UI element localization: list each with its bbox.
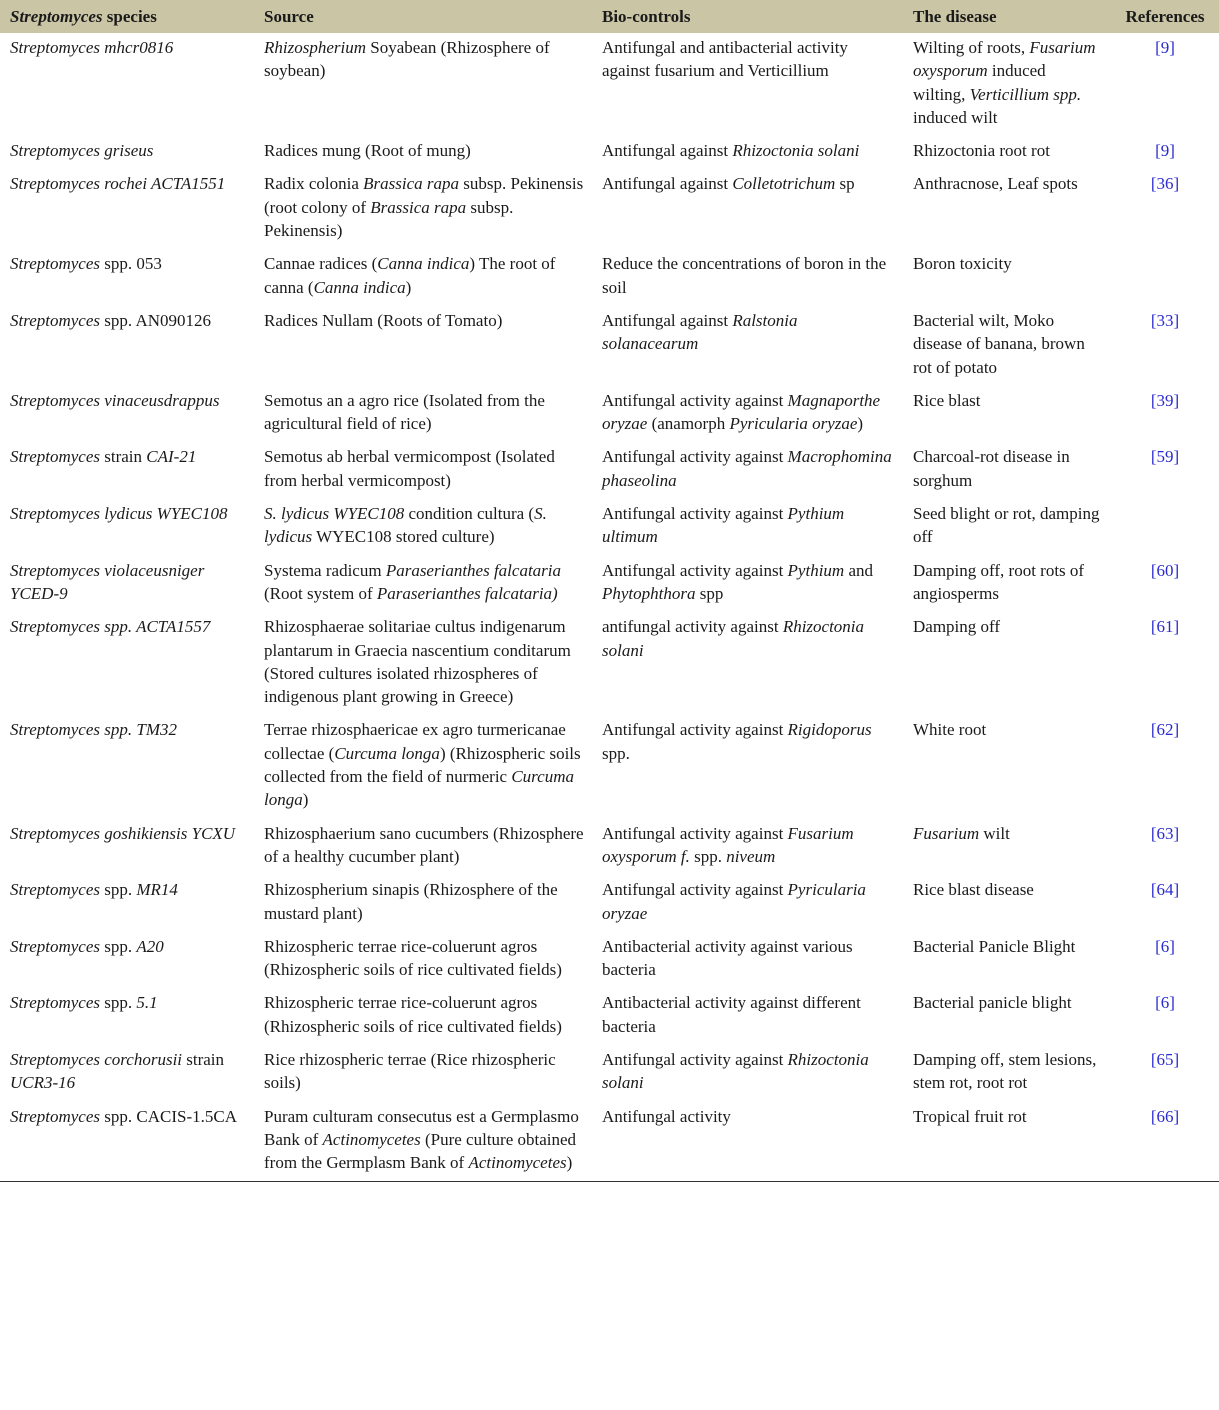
cell-reference [1107,249,1219,306]
cell-disease [903,169,1107,249]
cell-species [0,249,254,306]
italic-text: Ralstonia solanacearum [602,310,798,354]
reference-link[interactable]: [9] [1155,141,1175,161]
cell-reference [1107,875,1219,932]
reference-link[interactable]: [65] [1150,1049,1180,1069]
cell-species [0,875,254,932]
cell-source [254,932,592,989]
italic-text: S. lydicus [264,504,547,547]
text: Soyabean (Rhizosphere of soybean) [264,38,550,81]
cell-reference [1107,1045,1219,1102]
cell-disease [903,988,1107,1045]
text: Antifungal and antibacterial activity against fusarium and Verticillium [602,38,848,81]
text: Rhizosphaerium sano cucumbers (Rhizosphere of a healthy cucumber plant) [264,823,584,866]
cell-reference [1107,169,1219,249]
italic-text: Streptomyces [10,254,101,274]
italic-text: Pyricularia oryzae [729,414,858,434]
text: Radices Nullam (Roots of Tomato) [264,310,503,330]
text: Rhizospheric terrae rice-coluerunt agros (Rhizospheric soils of rice cultivated fields) [264,936,562,980]
text: ) [405,277,412,297]
cell-source [254,249,592,306]
table-row [0,306,1219,386]
italic-text: MR14 [136,880,178,900]
reference-link[interactable]: [36] [1150,174,1180,194]
cell-disease [903,715,1107,818]
italic-text: Streptomyces spp. TM32 [10,720,177,740]
cell-species [0,819,254,876]
cell-source [254,988,592,1045]
italic-text: Fusarium [913,823,980,843]
text: spp [695,583,724,603]
italic-text: Phytophthora [602,583,696,603]
italic-text: Rhizoctonia solani [602,617,865,660]
text: Cannae radices ( [264,254,378,274]
table-row [0,169,1219,249]
cell-disease [903,386,1107,443]
cell-biocontrol [592,932,903,989]
text: Rice blast [913,390,981,410]
text: Rhizoctonia root rot [913,141,1050,161]
cell-biocontrol [592,715,903,818]
reference-link[interactable]: [64] [1150,880,1180,900]
italic-text: CAI-21 [146,447,197,467]
italic-text: Streptomyces lydicus WYEC108 [10,504,228,524]
text: Damping off [913,617,1001,637]
text: White root [913,720,987,740]
text: Anthracnose, Leaf spots [913,174,1078,194]
italic-text: Streptomyces [10,936,101,956]
header-references: References [1107,0,1219,33]
text: spp. [602,743,630,763]
reference-link[interactable]: [61] [1150,617,1180,637]
cell-species [0,556,254,613]
text: spp. AN090126 [100,310,211,330]
text: Bacterial Panicle Blight [913,936,1076,956]
reference-link[interactable]: [59] [1150,447,1180,467]
text: Antifungal activity against [602,1049,788,1069]
text: wilt [979,823,1010,843]
italic-text: Streptomyces [10,310,101,330]
cell-reference [1107,442,1219,499]
table-row [0,875,1219,932]
cell-disease [903,819,1107,876]
cell-disease [903,1102,1107,1182]
cell-biocontrol [592,1045,903,1102]
italic-text: Paraserianthes falcataria) [376,583,558,603]
cell-disease [903,442,1107,499]
cell-biocontrol [592,306,903,386]
italic-text: 5.1 [136,993,158,1013]
cell-reference [1107,499,1219,556]
table-body [0,33,1219,1182]
table-row [0,556,1219,613]
cell-disease [903,556,1107,613]
cell-species [0,612,254,715]
cell-species [0,306,254,386]
text: Boron toxicity [913,254,1012,274]
text: Antifungal activity against [602,390,788,410]
text: Charcoal-rot disease in sorghum [913,447,1070,490]
cell-disease [903,249,1107,306]
italic-text: Rigidoporus [787,720,872,740]
cell-species [0,988,254,1045]
table-row [0,1102,1219,1182]
text: Antifungal against [602,310,733,330]
italic-text: Brassica rapa [370,197,467,217]
italic-text: Brassica rapa [363,174,460,194]
italic-text: Streptomyces corchorusii [10,1049,183,1069]
table-row [0,612,1219,715]
text: Damping off, stem lesions, stem rot, root rot [913,1049,1097,1093]
italic-text: Curcuma longa [334,743,440,763]
italic-text: Fusarium oxysporum [913,38,1096,81]
text: Semotus ab herbal vermicompost (Isolated from herbal vermicompost) [264,447,555,490]
cell-reference [1107,988,1219,1045]
cell-disease [903,1045,1107,1102]
cell-species [0,442,254,499]
italic-text: Streptomyces spp. ACTA1557 [10,617,211,637]
italic-text: Pythium [787,560,845,580]
cell-species [0,33,254,136]
italic-text: Streptomyces [10,1106,101,1126]
text: spp. 053 [100,254,162,274]
text: (Root system of [264,583,377,603]
cell-source [254,386,592,443]
reference-link[interactable]: [66] [1150,1106,1180,1126]
cell-biocontrol [592,33,903,136]
header-row [0,0,1219,33]
cell-source [254,136,592,169]
italic-text: Streptomyces griseus [10,141,154,161]
cell-biocontrol [592,819,903,876]
italic-text: Colletotrichum [732,174,836,194]
header-species: Streptomyces species [0,0,254,33]
text: Antifungal activity against [602,880,788,900]
cell-species [0,1045,254,1102]
table-row [0,249,1219,306]
text: Antifungal activity against [602,560,788,580]
text: Radices mung (Root of mung) [264,141,471,161]
cell-reference [1107,136,1219,169]
italic-text: Curcuma longa [264,767,574,810]
table-row [0,33,1219,136]
cell-source [254,499,592,556]
italic-text: Streptomyces violaceusniger YCED-9 [10,560,205,603]
cell-biocontrol [592,169,903,249]
italic-text: Pythium ultimum [602,504,845,547]
italic-text: Actinomycetes [468,1153,567,1173]
cell-species [0,169,254,249]
table-row [0,136,1219,169]
table-header [0,0,1219,33]
table-row [0,386,1219,443]
cell-disease [903,932,1107,989]
italic-text: Streptomyces goshikiensis YCXU [10,823,236,843]
text: induced wilting, [913,61,1046,104]
italic-text: Actinomycetes [322,1129,421,1149]
table-row [0,988,1219,1045]
cell-species [0,932,254,989]
text: ) [566,1153,573,1173]
text: Bacterial panicle blight [913,993,1072,1013]
italic-text: Streptomyces [10,993,101,1013]
italic-text: Canna indica [377,254,470,274]
text: Rhizospheric terrae rice-coluerunt agros (Rhizospheric soils of rice cultivated fields) [264,993,562,1036]
text: Puram culturam consecutus est a Germplasmo Bank of [264,1106,579,1149]
header-disease: The disease [903,0,1107,33]
cell-reference [1107,612,1219,715]
italic-text: Macrophomina phaseolina [602,447,892,490]
text: antifungal activity against [602,617,783,637]
cell-biocontrol [592,386,903,443]
text: Antibacterial activity against different bacteria [602,993,861,1036]
cell-biocontrol [592,556,903,613]
italic-text: Pyricularia oryzae [602,880,866,923]
text: spp. [100,993,137,1013]
cell-species [0,499,254,556]
table-row [0,819,1219,876]
cell-biocontrol [592,988,903,1045]
text: ) [857,414,864,434]
cell-disease [903,136,1107,169]
table-row [0,932,1219,989]
text: Radix colonia [264,174,364,194]
cell-biocontrol [592,499,903,556]
reference-link[interactable]: [62] [1150,720,1180,740]
cell-source [254,819,592,876]
cell-reference [1107,556,1219,613]
text: Antifungal against [602,174,733,194]
text: Reduce the concentrations of boron in the soil [602,254,887,297]
cell-disease [903,33,1107,136]
text: and [844,560,873,580]
text: Rhizospherium sinapis (Rhizosphere of the mustard plant) [264,880,558,923]
italic-text: Paraserianthes falcataria [385,560,562,580]
italic-text: A20 [136,936,164,956]
reference-link[interactable]: [60] [1150,560,1180,580]
cell-species [0,715,254,818]
cell-reference [1107,1102,1219,1182]
italic-text: Streptomyces [10,447,101,467]
cell-source [254,169,592,249]
text: ) The root of canna ( [264,254,556,297]
italic-text: Streptomyces vinaceusdrappus [10,390,220,410]
text: spp. [100,880,137,900]
cell-disease [903,875,1107,932]
cell-source [254,612,592,715]
cell-reference [1107,715,1219,818]
text: spp. [100,936,137,956]
cell-reference [1107,33,1219,136]
cell-biocontrol [592,136,903,169]
italic-text: Verticillium spp. [969,84,1082,104]
italic-text: Streptomyces [10,880,101,900]
italic-text: Canna indica [313,277,406,297]
text: Terrae rhizosphaericae ex agro turmericanae collectae ( [264,720,566,763]
cell-source [254,875,592,932]
cell-source [254,715,592,818]
text: Bacterial wilt, Moko disease of banana, brown rot of potato [913,310,1085,377]
reference-link[interactable]: [9] [1155,38,1175,57]
text: condition cultura ( [404,504,535,524]
text: Wilting of roots, [913,38,1030,57]
cell-biocontrol [592,442,903,499]
text: Antifungal activity [602,1106,731,1126]
text: Antifungal against [602,141,733,161]
cell-source [254,1102,592,1182]
cell-species [0,1102,254,1182]
text: Antibacterial activity against various bacteria [602,936,853,980]
italic-text: Fusarium oxysporum f. [602,823,854,866]
cell-disease [903,306,1107,386]
text: WYEC108 stored culture) [312,527,495,547]
italic-text: niveum [726,846,776,866]
text: Semotus an a agro rice (Isolated from the agricultural field of rice) [264,390,545,434]
text: subsp. Pekinensis (root colony of [264,174,584,217]
cell-biocontrol [592,1102,903,1182]
cell-source [254,33,592,136]
cell-disease [903,612,1107,715]
italic-text: Streptomyces rochei ACTA1551 [10,174,226,194]
cell-reference [1107,386,1219,443]
reference-link[interactable]: [33] [1150,310,1180,330]
cell-source [254,556,592,613]
text: strain [182,1049,225,1069]
text: (anamorph [647,414,730,434]
cell-reference [1107,306,1219,386]
text: Antifungal activity against [602,504,788,524]
text: strain [100,447,147,467]
header-biocontrols: Bio-controls [592,0,903,33]
italic-text: Rhizoctonia solani [602,1049,869,1093]
text: ) [302,790,309,810]
cell-biocontrol [592,249,903,306]
cell-source [254,1045,592,1102]
reference-link[interactable]: [6] [1155,993,1175,1013]
italic-text: Rhizoctonia solani [732,141,860,161]
italic-text: UCR3-16 [10,1073,76,1093]
italic-text: Rhizospherium [264,38,366,57]
italic-text: S. lydicus WYEC108 [264,504,405,524]
text: Tropical fruit rot [913,1106,1027,1126]
cell-source [254,442,592,499]
text: Seed blight or rot, damping off [913,504,1100,547]
table-row [0,499,1219,556]
reference-link[interactable]: [39] [1150,390,1180,410]
italic-text: Streptomyces mhcr0816 [10,38,174,57]
cell-reference [1107,819,1219,876]
text: Rhizosphaerae solitariae cultus indigenarum plantarum in Graecia nascentium conditarum (Stored cultures isolated rhizospheres of indigenous plant growing in Greece) [264,617,571,707]
cell-disease [903,499,1107,556]
cell-reference [1107,932,1219,989]
text: Antifungal activity against [602,447,788,467]
table-row [0,1045,1219,1102]
text: Damping off, root rots of angiosperms [913,560,1085,603]
table-row [0,715,1219,818]
text: spp. [689,846,727,866]
cell-source [254,306,592,386]
text: Systema radicum [264,560,386,580]
text: Antifungal activity against [602,823,788,843]
cell-biocontrol [592,875,903,932]
text: sp [835,174,855,194]
text: Rice blast disease [913,880,1034,900]
text: ) (Rhizospheric soils collected from the field of nurmeric [264,743,581,787]
cell-species [0,386,254,443]
text: induced wilt [913,107,998,127]
table-row [0,442,1219,499]
reference-link[interactable]: [6] [1155,936,1175,956]
text: Rice rhizospheric terrae (Rice rhizospheric soils) [264,1049,556,1093]
text: subsp. Pekinensis) [264,197,514,241]
cell-species [0,136,254,169]
text: (Pure culture obtained from the Germplasm Bank of [264,1129,577,1173]
cell-biocontrol [592,612,903,715]
header-source: Source [254,0,592,33]
text: Antifungal activity against [602,720,788,740]
reference-link[interactable]: [63] [1150,823,1180,843]
text: spp. CACIS-1.5CA [100,1106,237,1126]
italic-text: Magnaporthe oryzae [602,390,881,434]
